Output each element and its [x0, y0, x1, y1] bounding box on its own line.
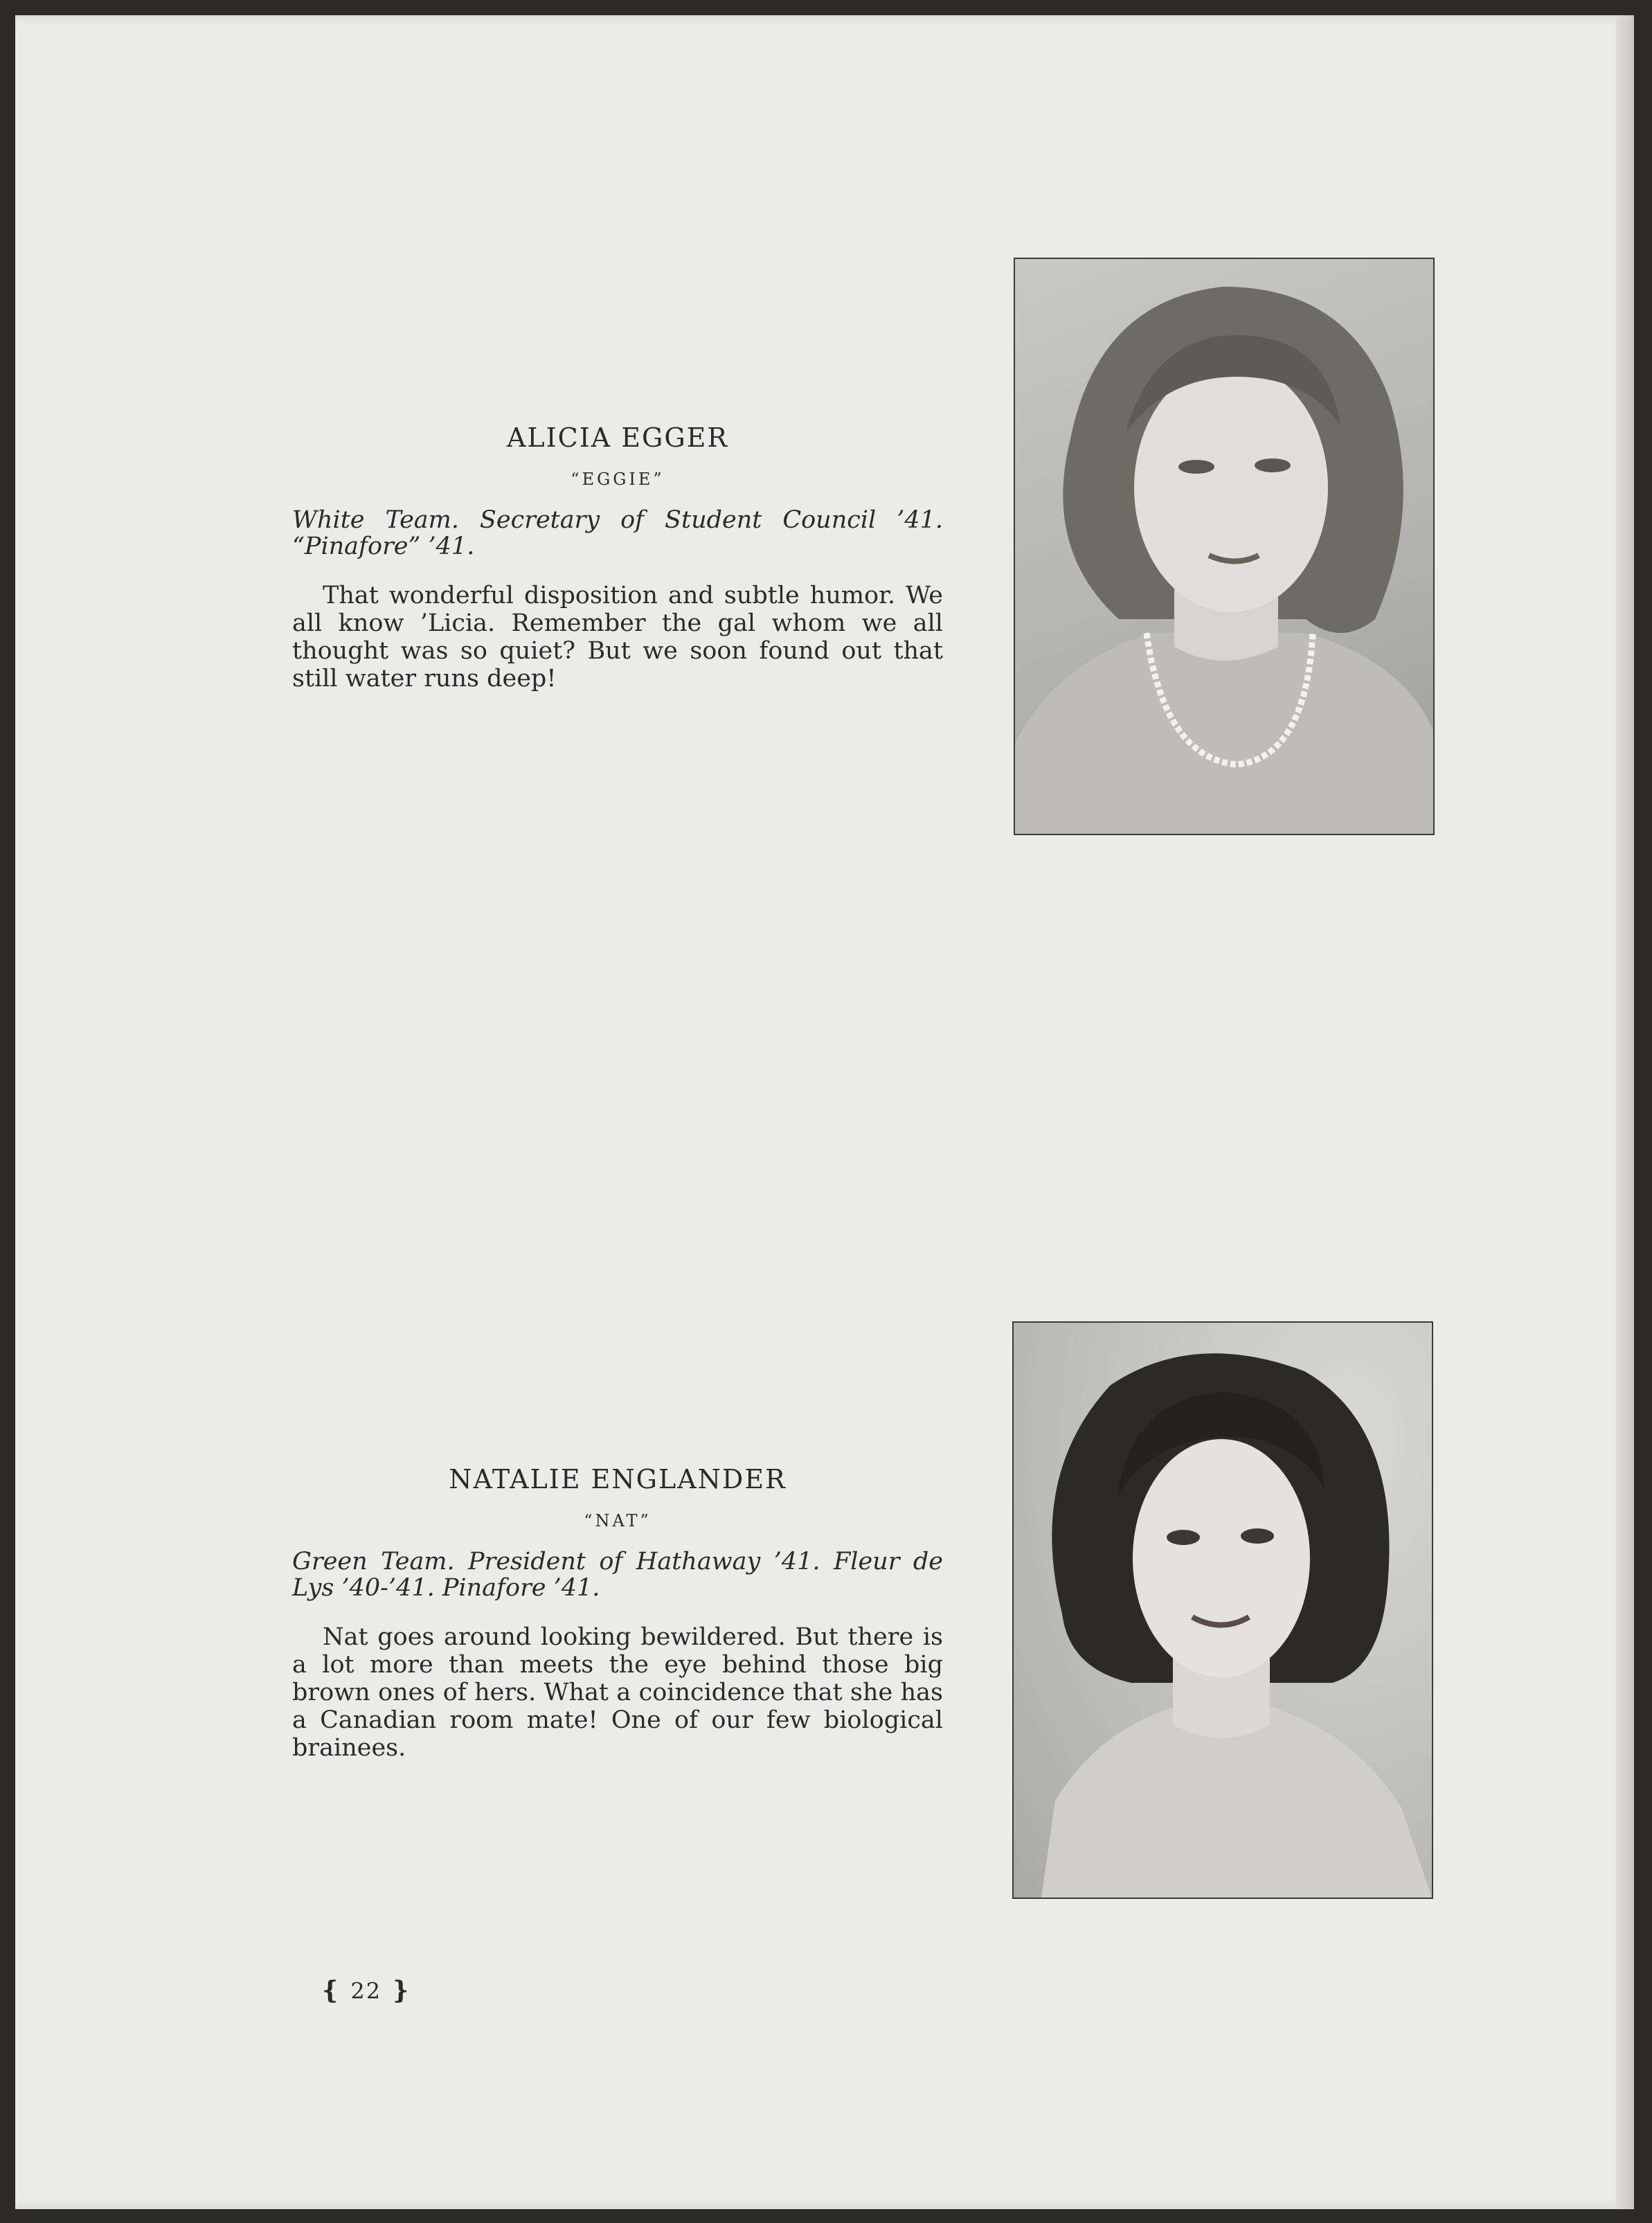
page-number-value: 22 [350, 1978, 382, 2004]
student-entry-natalie-englander [292, 1464, 943, 1762]
ornament-right-icon: ❵ [390, 1976, 413, 2005]
portrait-image [1014, 1323, 1432, 1898]
student-nickname: “NAT” [584, 1511, 652, 1530]
student-activities: White Team. Secretary of Student Council ’41. “Pinafore” ’41. [292, 506, 943, 560]
portrait-photo-alicia-egger [1014, 258, 1435, 835]
yearbook-page [15, 15, 1634, 2209]
portrait-image [1015, 259, 1433, 834]
student-nickname: “EGGIE” [571, 470, 665, 489]
student-bio: That wonderful disposition and subtle humor. We all know ’Licia. Remember the gal whom we all thought was so quiet? But we soon found out that still water runs deep! [292, 582, 943, 693]
student-bio: Nat goes around looking bewildered. But there is a lot more than meets the eye behind those big brown ones of hers. What a coincidence that she has a Canadian room mate! One of our few biological brainees. [292, 1623, 943, 1762]
page-edge [1616, 15, 1634, 2209]
student-name: ALICIA EGGER [506, 422, 729, 453]
student-entry-alicia-egger [292, 422, 943, 693]
page-number [320, 1976, 412, 2005]
student-activities: Green Team. President of Hathaway ’41. Fleur de Lys ’40-’41. Pinafore ’41. [292, 1548, 943, 1602]
portrait-photo-natalie-englander [1012, 1321, 1433, 1899]
student-name: NATALIE ENGLANDER [449, 1464, 787, 1494]
ornament-left-icon: ❴ [320, 1976, 343, 2005]
